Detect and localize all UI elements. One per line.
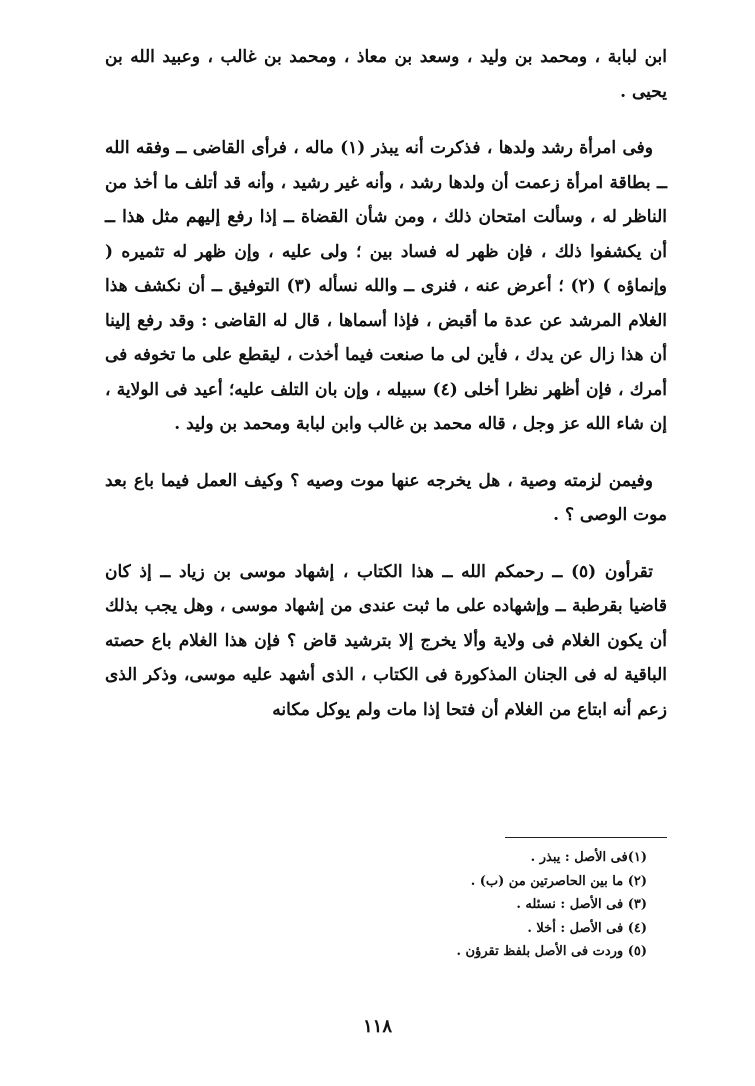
footnote-4: (٤) فى الأصل : أخلا . xyxy=(527,920,647,936)
paragraph-question-will: وفيمن لزمته وصية ، هل يخرجه عنها موت وصيه ؟ وكيف العمل فيما باع بعد موت الوصى ؟ . xyxy=(105,470,667,525)
body-text xyxy=(105,40,667,749)
footnote-3: (٣) فى الأصل : نسئله . xyxy=(516,897,647,912)
footnote-5: (٥) وردت فى الأصل بلفظ تقرؤن . xyxy=(456,944,647,959)
paragraph-ruling-on-heir: وفى امرأة رشد ولدها ، فذكرت أنه يبذر (١) ماله ، فرأى القاضى ــ وفقه الله ــ بطاقة امرأة زعمت أن ولدها رشد ، وأنه غير رشيد ، وأنه قد أتلف ما أخذ من الناظر له ، وسألت امتحان ذلك ، ومن شأن القضاة ــ إذا رفع إليهم مثل هذا ــ أن يكشفوا ذلك ، فإن ظهر له فساد بين ؛ ولى عليه ، وإن ظهر له تثميره ( وإنماؤه ) (٢) ؛ أعرض عنه ، فنرى ــ والله نسأله (٣) التوفيق ــ أن نكشف هذا الغلام المرشد عن عدة ما أقبض ، فإذا أسماها ، قال له القاضى : وقد رفع إلينا أن هذا زال عن يدك ، فأين لى ما صنعت فيما أخذت ، ليقطع على ما تخوفه فى أمرك ، فإن أظهر نظرا أخلى (٤) سبيله ، وإن بان التلف عليه؛ أعيد فى الولاية ، إن شاء الله عز وجل ، قاله محمد بن غالب وابن لبابة ومحمد بن وليد . xyxy=(105,138,667,434)
paragraph-reading-document: تقرأون (٥) ــ رحمكم الله ــ هذا الكتاب ، إشهاد موسى بن زياد ــ إذ كان قاضيا بقرطبة ــ وإشهاده على ما ثبت عندى من إشهاد موسى ، وهل يجب بذلك أن يكون الغلام فى ولاية وألا يخرج إلا بترشيد قاض ؟ فإن هذا الغلام باع حصته الباقية له فى الجنان المذكورة فى الكتاب ، الذى أشهد عليه موسى، وذكر الذى زعم أنه ابتاع من الغلام أن فتحا إذا مات ولم يوكل مكانه xyxy=(105,561,667,720)
footnote-divider xyxy=(505,837,667,838)
footnotes xyxy=(127,846,647,964)
paragraph-continuation: ابن لبابة ، ومحمد بن وليد ، وسعد بن معاذ ، ومحمد بن غالب ، وعبيد الله بن يحيى . xyxy=(105,47,667,102)
page-number: ١١٨ xyxy=(362,1016,392,1037)
footnote-1: (١)فى الأصل : يبذر . xyxy=(530,850,647,865)
footnote-2: (٢) ما بين الحاصرتين من (ب) . xyxy=(470,873,647,889)
